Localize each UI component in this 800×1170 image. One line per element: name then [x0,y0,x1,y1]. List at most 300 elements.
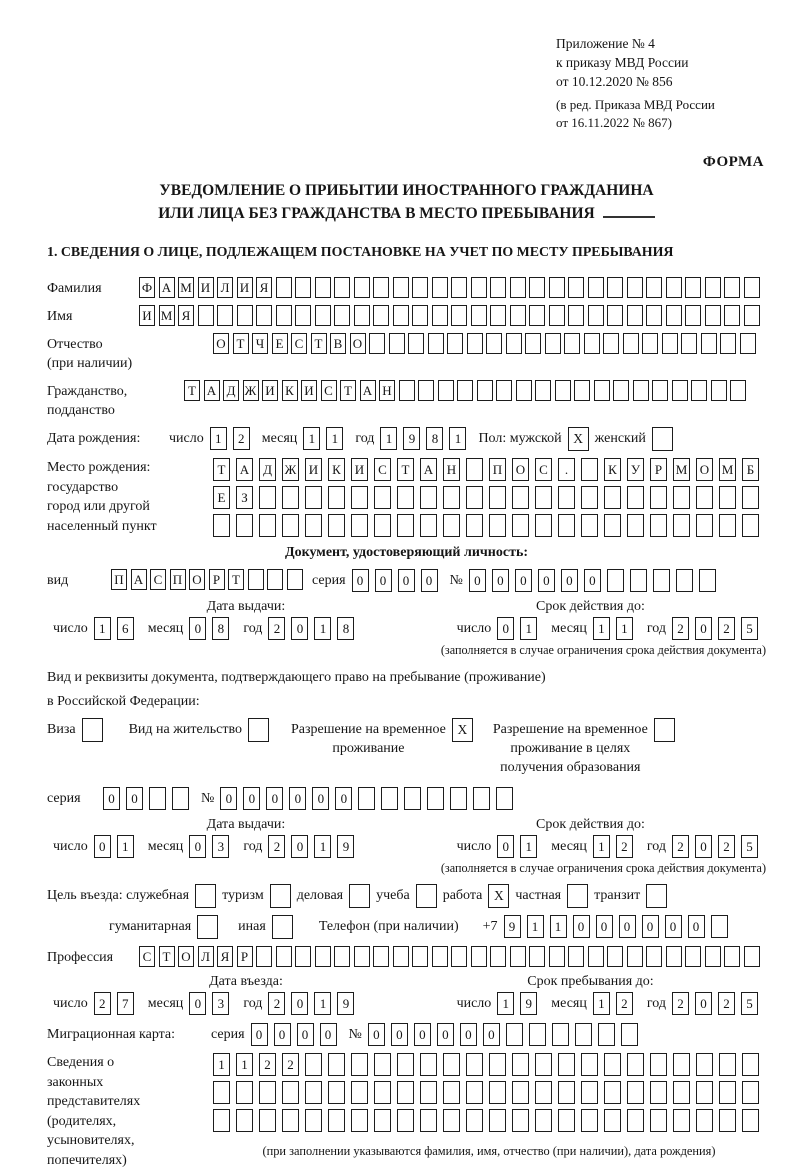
permit-dates-left-year-cells[interactable]: 1 [314,835,331,858]
permit-dates-right-year-cells[interactable]: 2 [718,835,735,858]
citizenship-cells[interactable] [535,380,551,401]
surname-cells[interactable] [490,277,506,298]
profession-cells[interactable] [490,946,506,967]
patronymic-cells[interactable] [428,333,444,354]
representatives-line3-cells[interactable] [742,1109,759,1132]
given-name-cells[interactable]: М [159,305,175,326]
doc-type-cells[interactable]: А [131,569,147,590]
doc-dates-left-day-cells[interactable]: 6 [117,617,134,640]
birthplace-line1-cells[interactable]: Ж [282,458,299,481]
birthplace-line1-cells[interactable]: Н [443,458,460,481]
profession-cells[interactable] [373,946,389,967]
representatives-line1-cells[interactable]: 1 [236,1053,253,1076]
profession-cells[interactable] [276,946,292,967]
given-name-cells[interactable] [315,305,331,326]
birthplace-line3-cells[interactable] [650,514,667,537]
surname-cells[interactable] [685,277,701,298]
patronymic-cells[interactable]: О [213,333,229,354]
doc-type-cells[interactable]: П [111,569,127,590]
permit-number-cells[interactable]: 0 [266,787,283,810]
birthplace-line1-cells[interactable]: А [420,458,437,481]
profession-cells[interactable] [412,946,428,967]
permit-series-cells[interactable] [149,787,166,810]
birthplace-line3-cells[interactable] [282,514,299,537]
phone-cells[interactable] [711,915,728,938]
education-residence-checkbox[interactable] [654,718,675,742]
birthplace-line3-cells[interactable] [374,514,391,537]
representatives-line2-cells[interactable] [443,1081,460,1104]
doc-number-cells[interactable]: 0 [538,569,555,592]
male-checkbox[interactable]: X [568,427,589,451]
doc-number-cells[interactable] [699,569,716,592]
citizenship-cells[interactable] [477,380,493,401]
permit-series-cells[interactable] [172,787,189,810]
patronymic-cells[interactable] [623,333,639,354]
permit-dates-left-day-cells[interactable]: 0 [94,835,111,858]
given-name-cells[interactable] [705,305,721,326]
doc-dates-right-month-cells[interactable]: 1 [593,617,610,640]
birthplace-line3-cells[interactable] [535,514,552,537]
representatives-line3-cells[interactable] [466,1109,483,1132]
birthplace-line2-cells[interactable] [535,486,552,509]
citizenship-cells[interactable]: И [301,380,317,401]
birth-year-cells[interactable]: 8 [426,427,443,450]
migration-number-cells[interactable] [529,1023,546,1046]
birthplace-line1-cells[interactable]: О [696,458,713,481]
doc-dates-left-month-cells[interactable]: 8 [212,617,229,640]
purpose-tourism-checkbox[interactable] [270,884,291,908]
permit-dates-right-year-cells[interactable]: 0 [695,835,712,858]
birthplace-line3-cells[interactable] [558,514,575,537]
entry-stay-dates-right-year-cells[interactable]: 0 [695,992,712,1015]
birthplace-line3-cells[interactable] [397,514,414,537]
representatives-line1-cells[interactable]: 1 [213,1053,230,1076]
patronymic-cells[interactable] [740,333,756,354]
doc-type-cells[interactable]: С [150,569,166,590]
citizenship-cells[interactable] [418,380,434,401]
surname-cells[interactable]: Я [256,277,272,298]
representatives-line3-cells[interactable] [213,1109,230,1132]
temporary-residence-checkbox[interactable]: X [452,718,473,742]
purpose-transit-checkbox[interactable] [646,884,667,908]
citizenship-cells[interactable] [613,380,629,401]
birthplace-line2-cells[interactable] [282,486,299,509]
patronymic-cells[interactable]: В [330,333,346,354]
surname-cells[interactable] [334,277,350,298]
representatives-line2-cells[interactable] [719,1081,736,1104]
given-name-cells[interactable] [451,305,467,326]
doc-number-cells[interactable]: 0 [561,569,578,592]
surname-cells[interactable]: М [178,277,194,298]
birthplace-line2-cells[interactable] [420,486,437,509]
citizenship-cells[interactable]: Д [223,380,239,401]
given-name-cells[interactable] [607,305,623,326]
entry-stay-dates-right-month-cells[interactable]: 1 [593,992,610,1015]
birthplace-line3-cells[interactable] [259,514,276,537]
profession-cells[interactable]: Я [217,946,233,967]
representatives-line2-cells[interactable] [650,1081,667,1104]
representatives-line1-cells[interactable] [558,1053,575,1076]
birthplace-line1-cells[interactable]: Т [213,458,230,481]
permit-number-cells[interactable] [358,787,375,810]
given-name-cells[interactable] [373,305,389,326]
profession-cells[interactable] [607,946,623,967]
purpose-official-checkbox[interactable] [195,884,216,908]
representatives-line3-cells[interactable] [282,1109,299,1132]
birthplace-line3-cells[interactable] [466,514,483,537]
given-name-cells[interactable] [724,305,740,326]
profession-cells[interactable] [666,946,682,967]
doc-dates-right-year-cells[interactable]: 2 [672,617,689,640]
representatives-line3-cells[interactable] [673,1109,690,1132]
entry-stay-dates-left-year-cells[interactable]: 0 [291,992,308,1015]
birthplace-line3-cells[interactable] [673,514,690,537]
permit-number-cells[interactable]: 0 [335,787,352,810]
representatives-line3-cells[interactable] [328,1109,345,1132]
birthplace-line2-cells[interactable] [259,486,276,509]
entry-stay-dates-left-day-cells[interactable]: 7 [117,992,134,1015]
patronymic-cells[interactable] [584,333,600,354]
migration-number-cells[interactable]: 0 [368,1023,385,1046]
permit-number-cells[interactable] [496,787,513,810]
birthplace-line1-cells[interactable]: А [236,458,253,481]
representatives-line1-cells[interactable] [374,1053,391,1076]
given-name-cells[interactable] [666,305,682,326]
permit-dates-right-month-cells[interactable]: 2 [616,835,633,858]
doc-dates-left-year-cells[interactable]: 8 [337,617,354,640]
permit-dates-right-day-cells[interactable]: 1 [520,835,537,858]
given-name-cells[interactable] [627,305,643,326]
representatives-line1-cells[interactable] [627,1053,644,1076]
birth-month-cells[interactable]: 1 [303,427,320,450]
profession-cells[interactable]: С [139,946,155,967]
birthplace-line1-cells[interactable]: Т [397,458,414,481]
given-name-cells[interactable] [354,305,370,326]
migration-number-cells[interactable]: 0 [437,1023,454,1046]
doc-dates-right-year-cells[interactable]: 0 [695,617,712,640]
doc-dates-left-year-cells[interactable]: 2 [268,617,285,640]
representatives-line1-cells[interactable] [512,1053,529,1076]
representatives-line3-cells[interactable] [604,1109,621,1132]
birthplace-line2-cells[interactable]: З [236,486,253,509]
citizenship-cells[interactable] [438,380,454,401]
surname-cells[interactable] [276,277,292,298]
doc-dates-right-year-cells[interactable]: 2 [718,617,735,640]
birthplace-line3-cells[interactable] [443,514,460,537]
birthplace-line2-cells[interactable] [328,486,345,509]
patronymic-cells[interactable]: О [350,333,366,354]
phone-cells[interactable]: 1 [527,915,544,938]
patronymic-cells[interactable] [369,333,385,354]
birthplace-line1-cells[interactable]: . [558,458,575,481]
given-name-cells[interactable] [432,305,448,326]
doc-number-cells[interactable]: 0 [469,569,486,592]
surname-cells[interactable] [627,277,643,298]
doc-number-cells[interactable] [630,569,647,592]
doc-dates-right-day-cells[interactable]: 1 [520,617,537,640]
permit-number-cells[interactable]: 0 [312,787,329,810]
given-name-cells[interactable] [568,305,584,326]
birth-month-cells[interactable]: 1 [326,427,343,450]
representatives-line2-cells[interactable] [512,1081,529,1104]
representatives-line1-cells[interactable] [604,1053,621,1076]
representatives-line2-cells[interactable] [374,1081,391,1104]
profession-cells[interactable] [646,946,662,967]
representatives-line2-cells[interactable] [466,1081,483,1104]
patronymic-cells[interactable] [701,333,717,354]
surname-cells[interactable]: А [159,277,175,298]
surname-cells[interactable] [549,277,565,298]
migration-number-cells[interactable] [506,1023,523,1046]
given-name-cells[interactable] [276,305,292,326]
surname-cells[interactable] [529,277,545,298]
permit-dates-left-year-cells[interactable]: 2 [268,835,285,858]
permit-number-cells[interactable]: 0 [243,787,260,810]
birthplace-line2-cells[interactable] [305,486,322,509]
migration-number-cells[interactable] [621,1023,638,1046]
birthplace-line3-cells[interactable] [719,514,736,537]
patronymic-cells[interactable] [467,333,483,354]
representatives-line1-cells[interactable] [328,1053,345,1076]
representatives-line3-cells[interactable] [489,1109,506,1132]
given-name-cells[interactable] [237,305,253,326]
birthplace-line1-cells[interactable]: Р [650,458,667,481]
patronymic-cells[interactable]: Е [272,333,288,354]
birthplace-line2-cells[interactable] [650,486,667,509]
permit-number-cells[interactable] [427,787,444,810]
surname-cells[interactable] [393,277,409,298]
permit-series-cells[interactable]: 0 [103,787,120,810]
birthplace-line1-cells[interactable]: С [535,458,552,481]
representatives-line1-cells[interactable] [466,1053,483,1076]
doc-series-cells[interactable]: 0 [375,569,392,592]
surname-cells[interactable] [607,277,623,298]
surname-cells[interactable]: Ф [139,277,155,298]
representatives-line2-cells[interactable] [673,1081,690,1104]
doc-dates-left-day-cells[interactable]: 1 [94,617,111,640]
representatives-line2-cells[interactable] [305,1081,322,1104]
surname-cells[interactable] [451,277,467,298]
citizenship-cells[interactable] [594,380,610,401]
representatives-line1-cells[interactable]: 2 [282,1053,299,1076]
birthplace-line1-cells[interactable]: Д [259,458,276,481]
birth-day-cells[interactable]: 2 [233,427,250,450]
patronymic-cells[interactable] [564,333,580,354]
migration-series-cells[interactable]: 0 [297,1023,314,1046]
birth-year-cells[interactable]: 1 [449,427,466,450]
phone-cells[interactable]: 0 [596,915,613,938]
surname-cells[interactable] [354,277,370,298]
birthplace-line1-cells[interactable] [581,458,598,481]
representatives-line3-cells[interactable] [719,1109,736,1132]
birthplace-line3-cells[interactable] [604,514,621,537]
migration-number-cells[interactable]: 0 [414,1023,431,1046]
patronymic-cells[interactable] [642,333,658,354]
phone-cells[interactable]: 0 [665,915,682,938]
given-name-cells[interactable] [295,305,311,326]
phone-cells[interactable]: 1 [550,915,567,938]
profession-cells[interactable] [315,946,331,967]
profession-cells[interactable] [432,946,448,967]
birth-year-cells[interactable]: 9 [403,427,420,450]
citizenship-cells[interactable]: Т [184,380,200,401]
citizenship-cells[interactable]: Ж [243,380,259,401]
migration-series-cells[interactable]: 0 [320,1023,337,1046]
representatives-line2-cells[interactable] [328,1081,345,1104]
patronymic-cells[interactable] [545,333,561,354]
permit-dates-right-month-cells[interactable]: 1 [593,835,610,858]
representatives-line2-cells[interactable] [742,1081,759,1104]
birthplace-line3-cells[interactable] [328,514,345,537]
given-name-cells[interactable] [744,305,760,326]
representatives-line3-cells[interactable] [305,1109,322,1132]
profession-cells[interactable] [295,946,311,967]
representatives-line1-cells[interactable] [420,1053,437,1076]
entry-stay-dates-right-day-cells[interactable]: 1 [497,992,514,1015]
representatives-line3-cells[interactable] [259,1109,276,1132]
representatives-line1-cells[interactable] [719,1053,736,1076]
migration-series-cells[interactable]: 0 [251,1023,268,1046]
representatives-line3-cells[interactable] [443,1109,460,1132]
female-checkbox[interactable] [652,427,673,451]
birth-day-cells[interactable]: 1 [210,427,227,450]
citizenship-cells[interactable] [691,380,707,401]
citizenship-cells[interactable]: К [282,380,298,401]
surname-cells[interactable] [744,277,760,298]
representatives-line1-cells[interactable] [535,1053,552,1076]
given-name-cells[interactable] [549,305,565,326]
surname-cells[interactable] [646,277,662,298]
citizenship-cells[interactable] [574,380,590,401]
profession-cells[interactable] [510,946,526,967]
surname-cells[interactable] [588,277,604,298]
citizenship-cells[interactable] [399,380,415,401]
representatives-line2-cells[interactable] [604,1081,621,1104]
representatives-line1-cells[interactable] [696,1053,713,1076]
given-name-cells[interactable] [588,305,604,326]
representatives-line1-cells[interactable] [305,1053,322,1076]
doc-series-cells[interactable]: 0 [421,569,438,592]
permit-dates-left-month-cells[interactable]: 3 [212,835,229,858]
representatives-line1-cells[interactable] [489,1053,506,1076]
patronymic-cells[interactable] [486,333,502,354]
birthplace-line3-cells[interactable] [236,514,253,537]
doc-type-cells[interactable]: О [189,569,205,590]
citizenship-cells[interactable]: А [360,380,376,401]
birthplace-line3-cells[interactable] [512,514,529,537]
birthplace-line3-cells[interactable] [305,514,322,537]
phone-cells[interactable]: 0 [573,915,590,938]
profession-cells[interactable]: Р [237,946,253,967]
permit-dates-right-year-cells[interactable]: 2 [672,835,689,858]
patronymic-cells[interactable] [720,333,736,354]
birthplace-line2-cells[interactable] [466,486,483,509]
given-name-cells[interactable] [393,305,409,326]
citizenship-cells[interactable] [457,380,473,401]
permit-dates-left-day-cells[interactable]: 1 [117,835,134,858]
patronymic-cells[interactable] [447,333,463,354]
given-name-cells[interactable] [490,305,506,326]
doc-type-cells[interactable] [248,569,264,590]
doc-type-cells[interactable] [267,569,283,590]
permit-series-cells[interactable]: 0 [126,787,143,810]
birthplace-line2-cells[interactable] [489,486,506,509]
migration-number-cells[interactable] [552,1023,569,1046]
birthplace-line2-cells[interactable] [696,486,713,509]
migration-number-cells[interactable]: 0 [391,1023,408,1046]
profession-cells[interactable]: О [178,946,194,967]
migration-number-cells[interactable] [575,1023,592,1046]
doc-dates-left-year-cells[interactable]: 0 [291,617,308,640]
representatives-line2-cells[interactable] [581,1081,598,1104]
entry-stay-dates-right-year-cells[interactable]: 2 [718,992,735,1015]
birthplace-line2-cells[interactable] [397,486,414,509]
patronymic-cells[interactable] [506,333,522,354]
representatives-line2-cells[interactable] [351,1081,368,1104]
doc-number-cells[interactable] [607,569,624,592]
residence-permit-checkbox[interactable] [248,718,269,742]
given-name-cells[interactable] [217,305,233,326]
profession-cells[interactable] [724,946,740,967]
profession-cells[interactable] [744,946,760,967]
citizenship-cells[interactable]: Н [379,380,395,401]
birthplace-line2-cells[interactable] [351,486,368,509]
birthplace-line1-cells[interactable]: К [604,458,621,481]
representatives-line3-cells[interactable] [512,1109,529,1132]
doc-number-cells[interactable]: 0 [492,569,509,592]
surname-cells[interactable] [432,277,448,298]
birthplace-line1-cells[interactable]: О [512,458,529,481]
permit-dates-left-month-cells[interactable]: 0 [189,835,206,858]
doc-dates-left-month-cells[interactable]: 0 [189,617,206,640]
given-name-cells[interactable] [646,305,662,326]
doc-type-cells[interactable]: Т [228,569,244,590]
birthplace-line1-cells[interactable]: С [374,458,391,481]
permit-dates-left-year-cells[interactable]: 9 [337,835,354,858]
representatives-line2-cells[interactable] [696,1081,713,1104]
birthplace-line1-cells[interactable]: М [719,458,736,481]
birthplace-line2-cells[interactable] [581,486,598,509]
citizenship-cells[interactable] [555,380,571,401]
representatives-line2-cells[interactable] [236,1081,253,1104]
representatives-line1-cells[interactable] [742,1053,759,1076]
birthplace-line2-cells[interactable] [673,486,690,509]
representatives-line2-cells[interactable] [627,1081,644,1104]
profession-cells[interactable] [354,946,370,967]
entry-stay-dates-left-month-cells[interactable]: 0 [189,992,206,1015]
patronymic-cells[interactable] [662,333,678,354]
citizenship-cells[interactable]: И [262,380,278,401]
profession-cells[interactable] [549,946,565,967]
migration-number-cells[interactable] [598,1023,615,1046]
birthplace-line1-cells[interactable]: М [673,458,690,481]
profession-cells[interactable] [256,946,272,967]
doc-type-cells[interactable]: Р [209,569,225,590]
purpose-other-checkbox[interactable] [272,915,293,939]
profession-cells[interactable] [568,946,584,967]
permit-number-cells[interactable]: 0 [289,787,306,810]
patronymic-cells[interactable] [681,333,697,354]
profession-cells[interactable] [705,946,721,967]
representatives-line2-cells[interactable] [397,1081,414,1104]
entry-stay-dates-left-year-cells[interactable]: 1 [314,992,331,1015]
birthplace-line2-cells[interactable] [558,486,575,509]
migration-series-cells[interactable]: 0 [274,1023,291,1046]
birthplace-line2-cells[interactable] [719,486,736,509]
representatives-line2-cells[interactable] [259,1081,276,1104]
migration-number-cells[interactable]: 0 [483,1023,500,1046]
profession-cells[interactable] [529,946,545,967]
